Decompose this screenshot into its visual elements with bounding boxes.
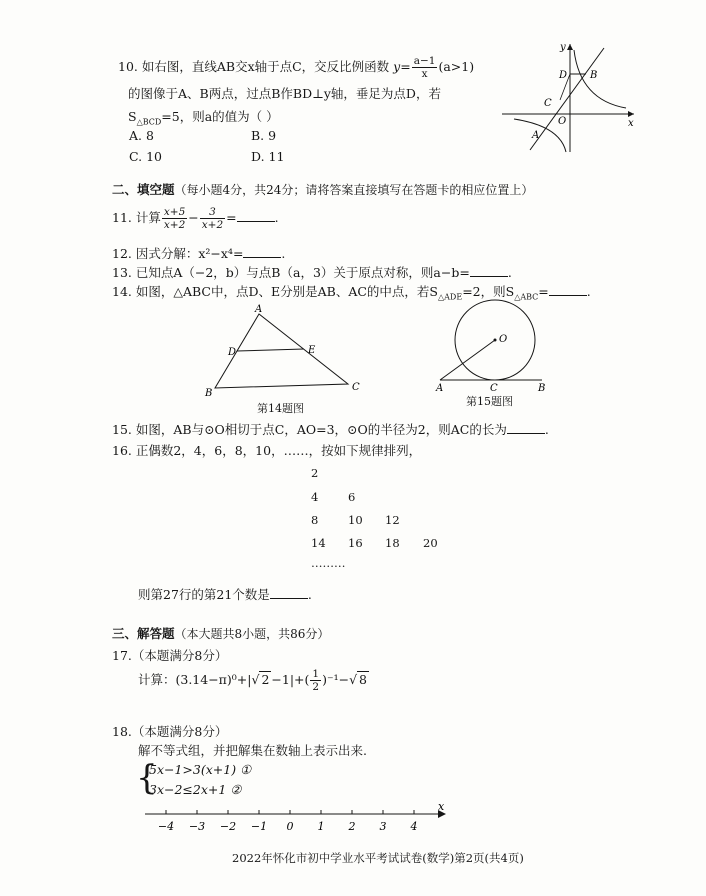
fig15 bbox=[430, 292, 560, 392]
q10-fig-label-d: D bbox=[559, 70, 568, 81]
fig14 bbox=[200, 302, 370, 400]
number-line-tick-label: −3 bbox=[188, 820, 206, 833]
q16-cell: 2 bbox=[311, 466, 319, 480]
fig14-caption: 第14题图 bbox=[257, 402, 304, 415]
q16-cell: 6 bbox=[348, 490, 356, 504]
q10-option-c: C. 10 bbox=[129, 149, 162, 164]
q10-line3: $S_{\triangle BCD}=5$，则a的值为（ ） bbox=[128, 109, 279, 127]
q11-answer-blank bbox=[237, 209, 275, 222]
fig15-label-c: C bbox=[490, 383, 498, 392]
section3-header: 三、解答题（本大题共8小题，共86分） bbox=[112, 626, 330, 641]
q10-figure bbox=[500, 40, 640, 155]
q10-fraction: $\frac{a-1}{x}$ bbox=[413, 55, 436, 80]
q18-axis-label: x bbox=[438, 800, 445, 813]
q11: 11. 计算 $\frac{x+5}{x+2}$ − $\frac{3}{x+2}$ = . bbox=[112, 206, 279, 231]
number-line-tick-label: 0 bbox=[286, 820, 294, 833]
section2-header: 二、填空题（每小题4分，共24分；请将答案直接填写在答题卡的相应位置上） bbox=[112, 182, 534, 197]
q10-fig-label-a: A bbox=[532, 130, 540, 141]
q13-answer-blank bbox=[470, 264, 508, 277]
q12: 12. 因式分解：x²−x⁴= . bbox=[112, 246, 286, 261]
q18-brace: { bbox=[136, 758, 158, 798]
q16-cell: 18 bbox=[385, 536, 400, 550]
number-line-tick-label: −2 bbox=[219, 820, 237, 833]
q13: 13. 已知点A（−2，b）与点B（a，3）关于原点对称，则a−b= . bbox=[112, 265, 512, 280]
fig14-label-e: E bbox=[308, 345, 316, 356]
fig14-label-d: D bbox=[228, 347, 237, 358]
q16-cell: 8 bbox=[311, 513, 319, 527]
q15-answer-blank bbox=[507, 421, 545, 434]
q16-cell: 12 bbox=[385, 513, 400, 527]
q10-fig-label-x: x bbox=[628, 118, 634, 129]
fig14-label-b: B bbox=[205, 388, 213, 399]
q16-answer: 则第27行的第21个数是 . bbox=[138, 587, 312, 602]
number-line-ticks bbox=[158, 810, 418, 833]
q16-cell: 4 bbox=[311, 490, 319, 504]
fig15-label-o: O bbox=[499, 334, 508, 345]
q10-option-d: D. 11 bbox=[251, 149, 285, 164]
number-line-tick-label: −4 bbox=[157, 820, 175, 833]
number-line-tick-label: 4 bbox=[410, 820, 418, 833]
q18-number-line bbox=[140, 800, 460, 840]
number-line-tick-label: −1 bbox=[250, 820, 268, 833]
sqrt-sign: √ bbox=[251, 672, 260, 687]
fig14-label-a: A bbox=[255, 304, 263, 315]
q16-dots: ……… bbox=[311, 556, 346, 570]
q16-cell: 16 bbox=[348, 536, 363, 550]
q18-desc: 解不等式组，并把解集在数轴上表示出来. bbox=[138, 743, 367, 758]
q10-line1: 10. 如右图，直线AB交x轴于点C，交反比例函数 y= $\frac{a-1}{x}$ (a>1) bbox=[118, 55, 475, 80]
q16-stem: 16. 正偶数2，4，6，8，10，……，按如下规律排列， bbox=[112, 443, 422, 458]
number-line-tick-label: 2 bbox=[348, 820, 356, 833]
fig15-label-b: B bbox=[538, 383, 546, 392]
q16-cell: 14 bbox=[311, 536, 326, 550]
page-footer: 2022年怀化市初中学业水平考试试卷(数学)第2页(共4页) bbox=[232, 851, 524, 865]
q16-cell: 20 bbox=[423, 536, 438, 550]
q17-expression: 计算：(3.14−π)⁰+|√ 2 −1|+( $\frac{1}{2}$ )⁻¹−√ 8 bbox=[138, 668, 367, 693]
q15: 15. 如图，AB与⊙O相切于点C，AO=3，⊙O的半径为2，则AC的长为 . bbox=[112, 422, 549, 437]
q18-ineq1: 5x−1>3(x+1) ① bbox=[149, 762, 252, 777]
fig14-label-c: C bbox=[352, 382, 360, 393]
q18-ineq2: 3x−2≤2x+1 ② bbox=[149, 782, 242, 797]
sqrt-sign: √ bbox=[349, 672, 358, 687]
q10-option-b: B. 9 bbox=[251, 128, 277, 143]
number-line-tick-label: 3 bbox=[379, 820, 387, 833]
q10-line2: 的图像于A、B两点，过点B作BD⊥y轴，垂足为点D，若 bbox=[128, 86, 441, 101]
q12-answer-blank bbox=[243, 245, 281, 258]
q16-cell: 10 bbox=[348, 513, 363, 527]
number-line-tick-label: 1 bbox=[317, 820, 325, 833]
q10-option-a: A. 8 bbox=[129, 128, 154, 143]
q17-title: 17.（本题满分8分） bbox=[112, 648, 228, 663]
q16-answer-blank bbox=[270, 586, 308, 599]
q18-title: 18.（本题满分8分） bbox=[112, 724, 228, 739]
q10-fig-label-c: C bbox=[544, 98, 552, 109]
q10-fig-label-y: y bbox=[560, 42, 566, 53]
q14: 14. 如图，△ABC中，点D、E分别是AB、AC的中点，若$S_{\triangle ADE}=2$，则$S_{\triangle ABC}=$ . bbox=[112, 284, 591, 302]
q10-fig-label-o: O bbox=[558, 116, 567, 127]
fig15-label-a: A bbox=[436, 383, 444, 392]
fig15-caption: 第15题图 bbox=[466, 395, 513, 408]
q10-fig-label-b: B bbox=[590, 70, 598, 81]
